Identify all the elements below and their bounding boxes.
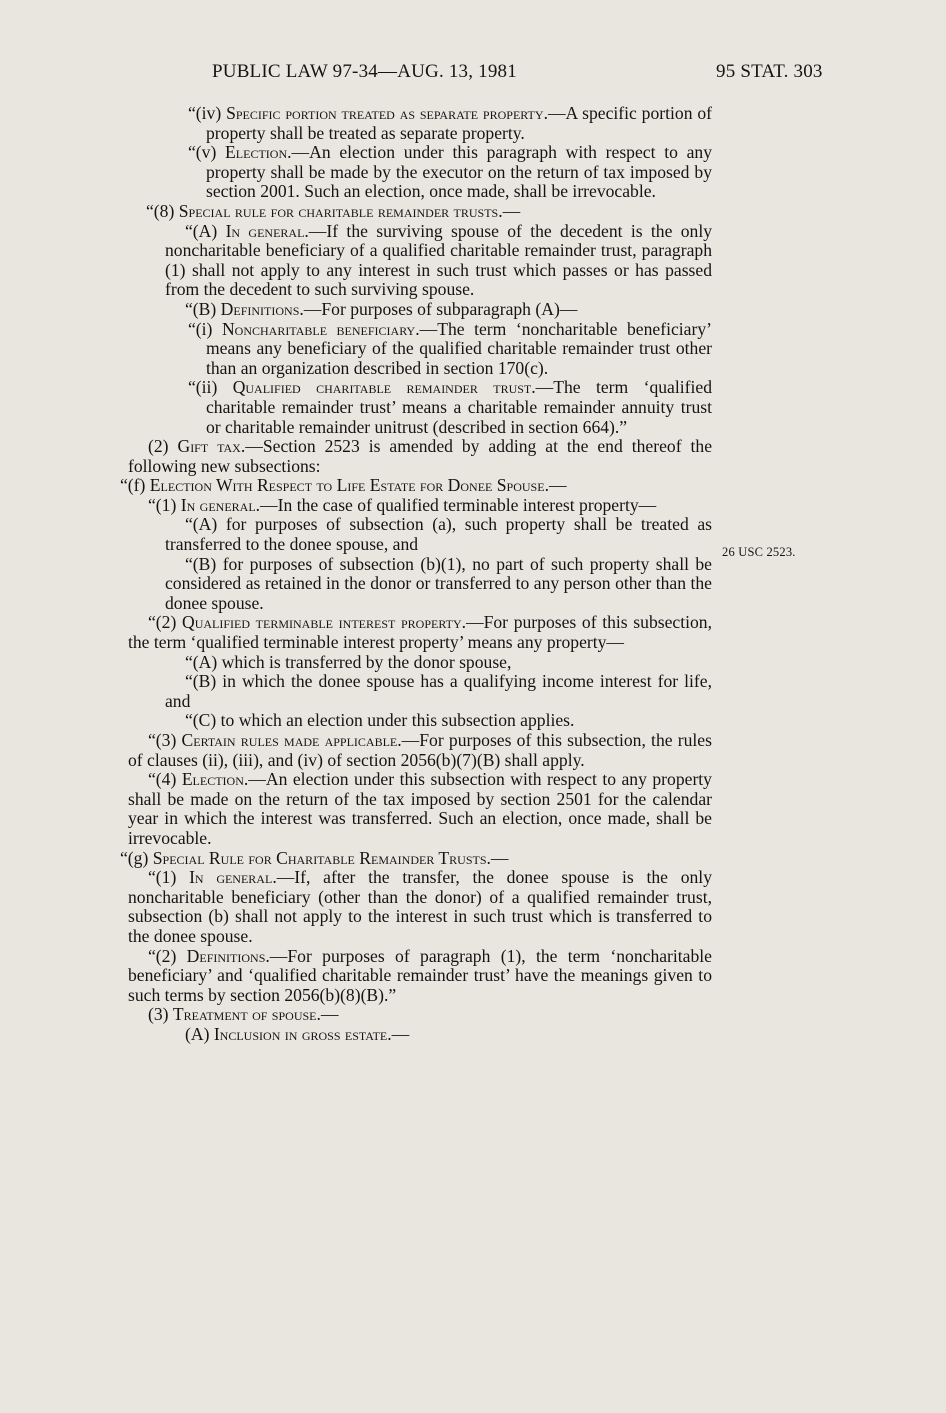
paragraph-f1: “(1) In general.—In the case of qualified terminable interest property— [148, 494, 657, 515]
margin-citation: 26 USC 2523. [722, 545, 796, 559]
paragraph-8: “(8) Special rule for charitable remainder trusts.— [146, 200, 521, 221]
subparagraph-3a: (A) Inclusion in gross estate.— [185, 1023, 410, 1044]
clause-8b-i: “(i) Noncharitable beneficiary.—The term ‘noncharitable beneficiary’ means any beneficiary of the qualified charitable remainder trust other than an organization described in section 170(c). [188, 318, 712, 378]
clause-iv: “(iv) Specific portion treated as separate property.—A specific portion of property shall be treated as separate property. [188, 103, 712, 143]
paragraph-heading: In general [189, 867, 273, 888]
subparagraph-8a: “(A) In general.—If the surviving spouse of the decedent is the only noncharitable beneficiary of a qualified charitable remainder trust, paragraph (1) shall not apply to any interest in such trust which passes or has passed from the decedent to such surviving spouse. [165, 220, 712, 300]
paragraph-g1: “(1) In general.—If, after the transfer, the donee spouse is the only noncharitable beneficiary (other than the donor) of a qualified remainder trust, subsection (b) shall not apply to the interest in such trust which is transferred to the donee spouse. [128, 867, 712, 946]
subparagraph-heading: Inclusion in gross estate [213, 1023, 388, 1044]
clause-heading: Specific portion treated as separate property [226, 103, 544, 123]
subsection-g: “(g) Special Rule for Charitable Remainder Trusts.— [120, 847, 509, 868]
clause-8b-ii: “(ii) Qualified charitable remainder trust.—The term ‘qualified charitable remainder trust’ means a charitable remainder annuity trust or charitable remainder unitrust (described in section 664).” [188, 377, 712, 437]
subparagraph-heading: Definitions [220, 298, 300, 319]
paragraph-f4: “(4) Election.—An election under this subsection with respect to any property shall be made on the return of the tax imposed by section 2501 for the calendar year in which the interest was transferred. Such an election, once made, shall be irrevocable. [128, 769, 712, 848]
clause-heading: Noncharitable beneficiary [221, 318, 416, 339]
paragraph-heading: Qualified terminable interest property [181, 612, 462, 633]
paragraph-2-gift-tax: (2) Gift tax.—Section 2523 is amended by adding at the end thereof the following new subsections: [128, 436, 713, 476]
subparagraph-f2a: “(A) which is transferred by the donor spouse, [185, 651, 512, 672]
paragraph-heading: In general [180, 494, 256, 515]
subparagraph-f2c: “(C) to which an election under this subsection applies. [185, 710, 575, 731]
paragraph-heading: Definitions [186, 945, 266, 966]
subsection-heading: Special Rule for Charitable Remainder Trusts [152, 847, 487, 868]
paragraph-f3: “(3) Certain rules made applicable.—For purposes of this subsection, the rules of clauses (ii), (iii), and (iv) of section 2056(b)(7)(B) shall apply. [128, 730, 712, 770]
statute-text-body [120, 103, 713, 1045]
running-header-stat-page: 95 STAT. 303 [716, 61, 823, 82]
clause-heading: Qualified charitable remainder trust [232, 377, 532, 398]
clause-heading: Election [225, 142, 288, 163]
subsection-f: “(f) Election With Respect to Life Estate for Donee Spouse.— [120, 475, 567, 496]
clause-v: “(v) Election.—An election under this paragraph with respect to any property shall be made by the executor on the return of tax imposed by section 2001. Such an election, once made, shall be irrevocable. [188, 142, 712, 202]
running-header-law: PUBLIC LAW 97-34—AUG. 13, 1981 [212, 61, 517, 82]
subparagraph-heading: In general [225, 220, 305, 241]
paragraph-heading: Treatment of spouse [172, 1004, 317, 1025]
subsection-heading: Election With Respect to Life Estate for Donee Spouse [149, 475, 545, 496]
subparagraph-f1a: “(A) for purposes of subsection (a), such property shall be treated as transferred to the donee spouse, and [165, 514, 712, 555]
subparagraph-f1b: “(B) for purposes of subsection (b)(1), no part of such property shall be considered as retained in the donor or transferred to any person other than the donee spouse. [165, 553, 712, 613]
paragraph-heading: Election [181, 769, 244, 790]
paragraph-heading: Gift tax [177, 436, 241, 457]
paragraph-heading: Certain rules made applicable [181, 730, 398, 750]
paragraph-g2: “(2) Definitions.—For purposes of paragraph (1), the term ‘noncharitable beneficiary’ and ‘qualified charitable remainder trust’ have the meanings given to such terms by section 2056(b)(8)(B).” [128, 945, 712, 1005]
subparagraph-f2b: “(B) in which the donee spouse has a qualifying income interest for life, and [165, 671, 712, 711]
paragraph-heading: Special rule for charitable remainder trusts [178, 200, 499, 221]
paragraph-f2: “(2) Qualified terminable interest property.—For purposes of this subsection, the term ‘qualified terminable interest property’ means any property— [128, 612, 712, 653]
paragraph-3-treatment: (3) Treatment of spouse.— [148, 1004, 339, 1025]
subparagraph-8b: “(B) Definitions.—For purposes of subparagraph (A)— [185, 298, 578, 319]
